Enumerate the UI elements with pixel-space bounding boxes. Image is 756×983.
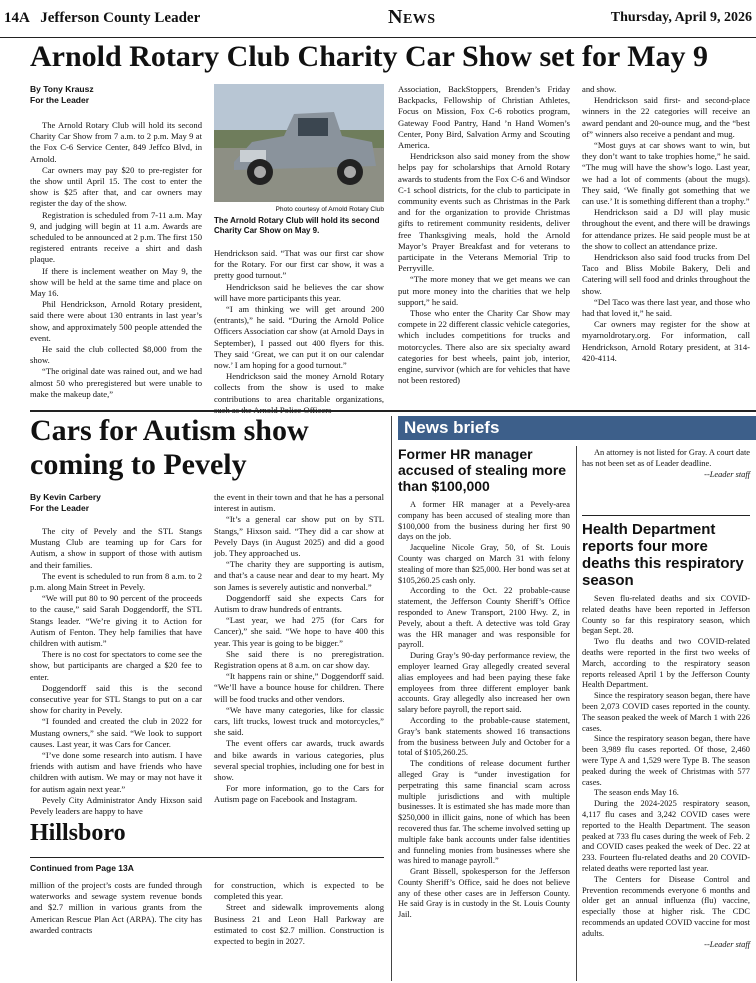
paragraph: Hendrickson said the money Arnold Rotary collects from the show is used to make contributions to area charitable organizations, (214, 371, 384, 404)
hr-signature: --Leader staff (704, 469, 750, 479)
paragraph: the event in their town and that he has a personal interest in autism. (214, 492, 384, 514)
hr-story-continued (582, 448, 750, 516)
paragraph: She said there is no preregistration. Registration opens at 8 a.m. on car show day. (214, 648, 384, 671)
paragraph: million of the project’s costs are funded through waterworks and sewage system revenue bonds and $2.7 million in various grants from the American Rescue Plan Act (ARPA). The city has awarded contracts (30, 880, 202, 935)
carshow-headline: Arnold Rotary Club Charity Car Show set for May 9 (30, 40, 709, 73)
hr-headline: Former HR manager accused of stealing more than $100,000 (398, 446, 567, 494)
autism-column-1 (30, 492, 202, 817)
paragraph: “It’s a general car show put on by STL Stangs,” Hixson said. “They did a car show at Pevely Days (in August 2025) and did a good job. They approached us. (214, 514, 384, 559)
paragraph: There is no cost for spectators to come see the show, but participants are charged a $20 fee to enter. (30, 649, 202, 682)
paragraph: Two flu deaths and two COVID-related deaths were reported in the first two weeks of March, according to the respiratory season reports released April 1 by the Jefferson County Health Department. (582, 637, 750, 690)
news-briefs-banner (398, 416, 756, 440)
health-story (582, 594, 750, 982)
paragraph: “The original date was rained out, and we had almost 50 who preregistered but were unable to make the makeup date,” (30, 366, 202, 399)
paragraph: If there is inclement weather on May 9, the show will be held at the same time and place on May 16. (30, 265, 202, 299)
folio-section: News (388, 6, 436, 28)
paragraph: “I am thinking we will get around 200 (entrants),” he said. “During the Arnold Police Officers Association car show (at Arnold Days in September), I passed out 400 flyers for this. They said ‘Great, we can put it on our calendar now.’ I am hoping for a good turnout.” (214, 304, 384, 371)
briefs-column-divider (576, 446, 577, 981)
paragraph: The event is scheduled to run from 8 a.m. to 2 p.m. along Main Street in Pevely. (30, 570, 202, 593)
paragraph: The conditions of release document further alleged Gray is “under investigation for perpetrating this same financial scam across multiple jurisdictions and with multiple businesses. It is estimated she has made more than $250,000 in illicit gains, none of which has been recovered thus far. The scheme involved setting up multiple fake bank accounts under false identities and funneling monies from businesses where she was hired to manage payroll.” (398, 759, 570, 866)
paragraph: Hendrickson also said food trucks from Del Taco and Bliss Mobile Bakery, Deli and Catering will sell food and drinks throughout the show. (582, 252, 750, 296)
paragraph: He said the club collected $8,000 from the show. (30, 344, 202, 366)
paragraph: Those who enter the Charity Car Show may compete in 22 different classic vehicle categories, which includes competitions for trucks and motorcycles. There also are six specialty award categories for best wheels, paint job, interior, engine, survivor (which are for vehicles that have not been restored) (398, 308, 570, 386)
autism-byline-name: By Kevin Carbery (30, 492, 101, 502)
health-signature: --Leader staff (704, 939, 750, 949)
carshow-column-3 (398, 84, 570, 410)
paragraph: “I’ve done some research into autism. I have friends with autism and have friends who have children with autism. We may or may not have it for autism again next year.” (30, 750, 202, 794)
folio-date: Thursday, April 9, 2026 (610, 10, 752, 25)
paragraph: According to the probable-cause statement, Gray’s bank statements showed 16 transactions from the business between July and October for a total of $105,260.25. (398, 715, 570, 758)
health-headline: Health Department reports four more deaths this respiratory season (582, 521, 744, 589)
page-folio (0, 4, 756, 38)
paragraph: During the 2024-2025 respiratory season, 4,117 flu cases and 3,242 COVID cases were reported to the Health Department. The season peaked at 733 flu cases during the week of Feb. 2 and COVID cases peaked the week of Dec. 22 at 233. Fourteen flu-related deaths and 20 COVID-related deaths were reported last year. (582, 799, 750, 873)
paragraph: During Gray’s 90-day performance review, the employer learned Gray allegedly created several alias employees and had been paying these fake employees from three different employer bank accounts. Gray allegedly also increased her own salary before payroll, the report said. (398, 651, 570, 715)
paragraph: Street and sidewalk improvements along Business 21 and Leon Hall Parkway are estimated to cost $2.7 million. Construction is expected to begin in 2027. (214, 902, 384, 947)
paragraph: for construction, which is expected to be completed this year. (214, 880, 384, 902)
paragraph: “We will put 80 to 90 percent of the proceeds to the cause,” said Sarah Doggendorff, the STL Stangs leader. “We’re giving it to Action for Autism of Fenton. They help families that have children with autism.” (30, 593, 202, 649)
paragraph: and show. (582, 84, 617, 94)
paragraph: Hendrickson also said money from the show helps pay for scholarships that Arnold Rotary awards to students from the Fox C-6 and Windsor C-1 school districts, for the club to participate in community events such as Christmas in the Park and for the organization to provide Christmas gifts to retirement community residents, deliver free Thanksgiving meals, hold the Arnold Mayor’s Prayer Breakfast and for veterans to participate in the Veterans Memorial Trip to Perryville. (398, 151, 570, 274)
paragraph: “Most guys at car shows want to win, but they don’t want to take trophies home,” he said. “The mug will have the show’s logo. Last year, we had a lot of comments (about the mugs). They said, ‘We finally got something that we can use.’ It is something different than a trophy.” (582, 140, 750, 207)
classic-truck-photo (214, 84, 384, 202)
paragraph: Jacqueline Nicole Gray, 50, of St. Louis County was charged on March 31 with felony stealing of more than $25,000. Her bond was set at $105,260.25 cash only. (398, 543, 570, 585)
paragraph: “It happens rain or shine,” Doggendorff said. “We’ll have a bounce house for children. There will be food trucks and other vendors. (214, 671, 384, 704)
paragraph: Doggendorff said this is the second consecutive year for STL Stangs to put on a car show for charity in Pevely. (30, 682, 202, 716)
paragraph: The event offers car awards, truck awards and bike awards in various categories, plus several special trophies, including one for best in show. (214, 738, 384, 783)
section-divider (30, 410, 756, 412)
paragraph: Grant Bissell, spokesperson for the Jefferson County Sheriff’s Office, said he does not believe any of these other cases are in Jefferson County. He said Gray is in custody in the St. Louis County Jail. (398, 867, 570, 920)
paragraph: Since the respiratory season began, there have been 2,073 COVID cases reported in the county. The season peaked the week of March 1 with 226 cases. (582, 691, 750, 733)
paragraph: “Last year, we had 275 (for Cars for Cancer),” she said. “We hope to have 400 this year. This year is going to be bigger.” (214, 615, 384, 648)
paragraph: A former HR manager at a Pevely-area company has been accused of stealing more than $100,000 from the business during her first 90 days on the job. (398, 500, 570, 542)
carshow-byline-name: By Tony Krausz (30, 84, 94, 94)
truck-illustration (214, 84, 384, 202)
paragraph: An attorney is not listed for Gray. A court date has not been set as of Leader deadline. (582, 448, 750, 468)
paragraph: “We have many categories, like for classic cars, lift trucks, lowest truck and motorcycles,” she said. (214, 704, 384, 738)
paragraph: Car owners may pay $20 to pre-register for the show until April 15. The cost to enter the show is $25 after that, and car owners may register the day of the show. (30, 164, 202, 209)
paragraph: Since the respiratory season began, there have been 3,989 flu cases reported. Of those, 2,460 were Type A and 1,529 were Type B. The season peaked during the week of Christmas with 577 cases. (582, 734, 750, 787)
carshow-byline-org: For the Leader (30, 95, 90, 105)
paragraph: Registration is scheduled from 7-11 a.m. May 9, and judging will begin at 11 a.m. Awards are scheduled to be announced at 2 p.m. The first 150 registered entrants receive a shirt and dash plaque. (30, 209, 202, 265)
paragraph: “The charity they are supporting is autism, and that’s a cause near and dear to my heart. My son James is severely autistic and nonverbal.” (214, 559, 384, 592)
paragraph: For more information, go to the Cars for Autism page on Facebook and Instagram. (214, 783, 384, 805)
paragraph: According to the Oct. 22 probable-cause statement, the Jefferson County Sheriff’s Office responded to Anew Transport, 2100 Hwy. Z, in Pevely, about a theft. A detective was told Gray was the HR manager and was responsible for payroll. (398, 586, 570, 650)
paragraph: The Centers for Disease Control and Prevention recommends everyone 6 months and older get an annual influenza (flu) vaccine, especially those at higher risk. The CDC recommends an updated COVID vaccine for most adults. (582, 874, 750, 938)
paragraph: Hendrickson said. “That was our first car show for the Rotary. For our first car show, it was a pretty good turnout.” (214, 248, 384, 281)
paragraph: Hendrickson said first- and second-place winners in the 22 categories will receive an award pendant and 20-ounce mug, and the “best of” winners also receive a pendant and mug. (582, 95, 750, 139)
continued-line: Continued from Page 13A (30, 863, 134, 873)
column-divider (391, 416, 392, 981)
photo-caption: The Arnold Rotary Club will hold its second Charity Car Show on May 9. (214, 216, 380, 235)
carshow-column-1 (30, 84, 202, 414)
paragraph: Pevely City Administrator Andy Hixson said Pevely leaders are happy to have (30, 794, 202, 817)
briefs-divider (582, 515, 750, 516)
folio-page-paper: 14A Jefferson County Leader (4, 10, 201, 26)
photo-credit: Photo courtesy of Arnold Rotary Club (275, 206, 384, 213)
hillsboro-headline: Hillsboro (30, 820, 126, 846)
paragraph: “I founded and created the club in 2022 for Mustang owners,” she said. “We look to support causes. Last year, it was Cars for Cancer. (30, 716, 202, 749)
paragraph: The Arnold Rotary Club will hold its second Charity Car Show from 7 a.m. to 2 p.m. May 9 at the Fox C-6 Service Center, 849 Jeffco Blvd, in Arnold. (30, 120, 202, 164)
paragraph: Association, BackStoppers, Brenden’s Friday Backpacks, Fellowship of Christian Athletes, Focus on Mission, Fox C-6 robotics program, Gateway Food Pantry, Hand ’n Hand Women’s Center, Pony Bird, Salvation Army and Scouting America. (398, 84, 570, 151)
paragraph: The city of Pevely and the STL Stangs Mustang Club are teaming up for Cars for Autism, a show in support of those with autism and their families. (30, 526, 202, 570)
news-briefs-label: News briefs (404, 418, 500, 437)
paragraph: Phil Hendrickson, Arnold Rotary president, said there were about 130 entrants in last year’s show, and approximately 500 people attended the event. (30, 299, 202, 343)
autism-column-2 (214, 492, 384, 810)
autism-byline-org: For the Leader (30, 503, 90, 513)
paragraph: Hendrickson said a DJ will play music throughout the event, and there will be drawings for attendance prizes. He said people must be at the show to collect an attendance prize. (582, 207, 750, 251)
paragraph: Car owners may register for the show at myarnoldrotary.org. For information, call Hendrickson, Arnold Rotary president, at 314-420-4114. (582, 319, 750, 363)
autism-headline: Cars for Autism show coming to Pevely (30, 414, 309, 481)
paragraph: The season ends May 16. (594, 788, 679, 798)
hr-story (398, 500, 570, 982)
paragraph: “The more money that we get means we can put more money into the charities that we help support,” he said. (398, 274, 570, 307)
paragraph: Doggendorff said she expects Cars for Autism to draw hundreds of entrants. (214, 592, 384, 615)
paragraph: “Del Taco was there last year, and those who had that loved it,” he said. (582, 296, 750, 319)
paragraph: Seven flu-related deaths and six COVID-related deaths have been reported in Jefferson County so far this respiratory season, which began Sept. 28. (582, 594, 750, 636)
hillsboro-column-2 (214, 880, 384, 980)
hillsboro-column-1 (30, 880, 202, 980)
paragraph: Hendrickson said he believes the car show will have more participants this year. (214, 281, 384, 303)
carshow-column-4 (582, 84, 750, 410)
carshow-column-2 (214, 248, 384, 408)
hillsboro-divider (30, 857, 384, 858)
